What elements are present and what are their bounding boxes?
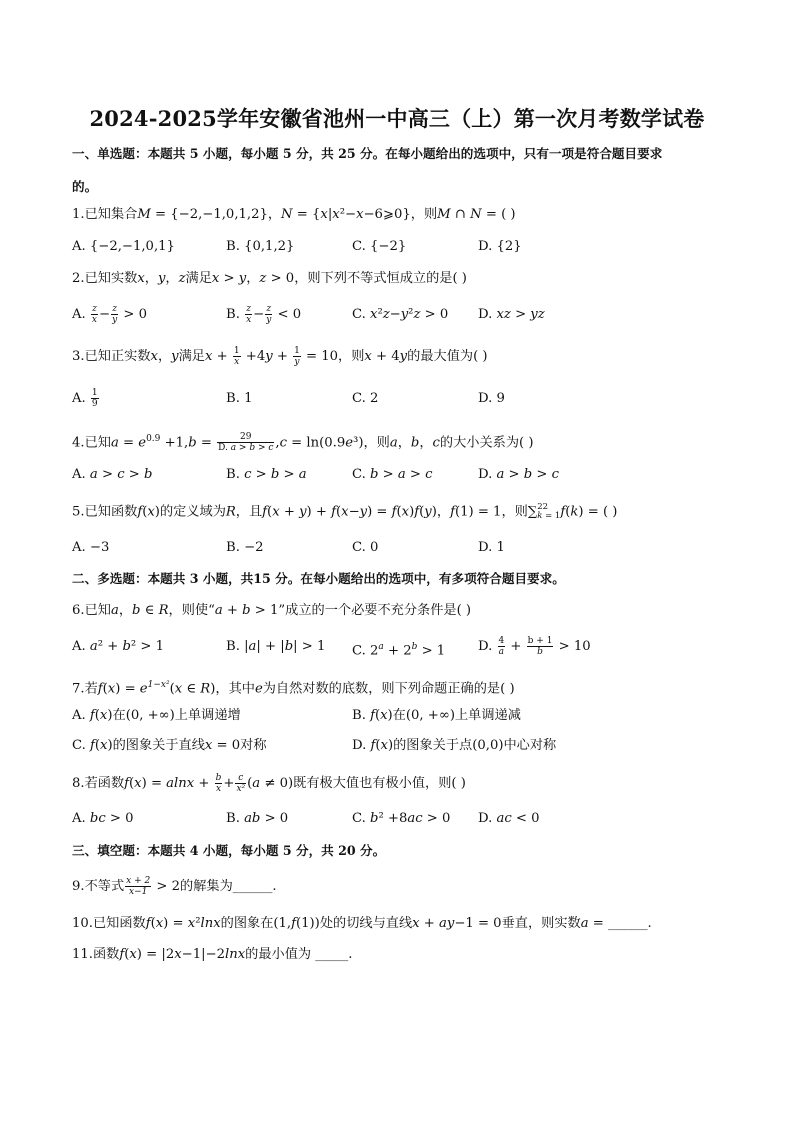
- q6d-frac-2-den: b: [537, 647, 543, 657]
- q8-option-a: A. 𝑏𝑐 > 0: [72, 811, 134, 826]
- q2-option-a: [72, 304, 147, 325]
- q2a-frac-1: [91, 304, 98, 325]
- q8-option-d: D. 𝑎𝑐 < 0: [478, 811, 540, 826]
- q6d-frac-1-den: a: [498, 647, 505, 657]
- question-5-stem: [72, 503, 617, 522]
- q4-exponent: 0.9: [146, 434, 161, 444]
- question-4-stem: [72, 430, 534, 453]
- q9-frac: [125, 876, 151, 897]
- q6d-pre: D.: [478, 639, 497, 654]
- q2a-frac-1-den: x: [91, 315, 97, 325]
- q6c-post: > 1: [417, 643, 446, 659]
- q7-exponent: 1−x²: [147, 680, 170, 690]
- q3-option-a: [72, 388, 100, 409]
- q6d-frac-1: [498, 636, 506, 657]
- q2b-frac-1-den: x: [246, 315, 252, 325]
- q4-option-c: C. 𝑏 > 𝑎 > 𝑐: [352, 467, 433, 482]
- section-2-header: 二、多选题：本题共 3 小题，共15 分。在每小题给出的选项中，有多项符合题目要求。: [72, 571, 565, 586]
- q3a-frac-num: 1: [91, 388, 98, 398]
- q1-option-d: D. {2}: [478, 239, 522, 254]
- q6d-frac-2: [527, 636, 554, 657]
- q5-option-b: B. −2: [226, 540, 264, 555]
- q5-stem-post: 𝑓(𝑘) = ( ): [560, 504, 618, 520]
- q6d-frac-1-num: 4: [498, 636, 505, 646]
- q9-post: > 2的解集为______.: [152, 879, 277, 894]
- q4-stem-pre: 4.已知𝑎 = 𝑒: [72, 435, 147, 451]
- q8-frac-1: [215, 773, 223, 794]
- q7-option-b: B. 𝑓(𝑥)在(0, +∞)上单调递减: [352, 708, 521, 723]
- q2b-frac-2: [265, 304, 272, 325]
- q6c-mid: + 2: [383, 643, 412, 659]
- q7-stem-post: (𝑥 ∈ 𝑅)，其中𝑒为自然对数的底数，则下列命题正确的是( ): [169, 681, 515, 697]
- question-10-stem: 10.已知函数𝑓(𝑥) = 𝑥²𝑙𝑛𝑥的图象在(1,𝑓(1))处的切线与直线𝑥 + 𝑎𝑦−1 = 0垂直，则实数𝑎 = ______.: [72, 916, 652, 931]
- q1-option-a: A. {−2,−1,0,1}: [72, 239, 175, 254]
- q2a-frac-2: [111, 304, 118, 325]
- q8-frac-2-den: x²: [236, 784, 246, 794]
- q2-option-c: C. 𝑥²𝑧−𝑦²𝑧 > 0: [352, 307, 449, 322]
- q7-stem-pre: 7.若𝑓(𝑥) = 𝑒: [72, 681, 148, 697]
- question-6-stem: 6.已知𝑎，𝑏 ∈ 𝑅，则使“𝑎 + 𝑏 > 1”成立的一个必要不充分条件是( ): [72, 603, 472, 618]
- q3-frac-1-num: 1: [233, 346, 240, 356]
- question-7-stem: [72, 676, 515, 698]
- q5-sum-lower: 𝑘 = 1: [537, 511, 561, 521]
- q2a-minus: −: [99, 307, 111, 322]
- question-2-stem: 2.已知实数𝑥，𝑦，𝑧满足𝑥 > 𝑦，𝑧 > 0，则下列不等式恒成立的是( ): [72, 271, 467, 286]
- q4-option-a: A. 𝑎 > 𝑐 > 𝑏: [72, 467, 153, 482]
- q6-option-b: B. |𝑎| + |𝑏| > 1: [226, 639, 326, 654]
- q3-frac-2-den: y: [294, 357, 300, 367]
- q4-frac: [217, 432, 274, 453]
- q3-stem-post: = 10，则𝑥 + 4𝑦的最大值为( ): [301, 349, 488, 364]
- q2b-frac-1-num: z: [246, 304, 251, 314]
- q3-stem-mid: +4𝑦 +: [241, 349, 293, 364]
- q8-stem-mid: +: [223, 776, 235, 791]
- q5-sum-upper: 22: [537, 502, 549, 512]
- section-3-header: 三、填空题：本题共 4 小题，每小题 5 分，共 20 分。: [72, 843, 386, 858]
- q2b-minus: −: [253, 307, 265, 322]
- q8-frac-2-num: c: [235, 773, 246, 784]
- q5-option-c: C. 0: [352, 540, 379, 555]
- q8-option-b: B. 𝑎𝑏 > 0: [226, 811, 289, 826]
- q8-frac-2: [235, 773, 246, 794]
- q2b-suffix: < 0: [273, 307, 302, 322]
- q4-option-d: D. 𝑎 > 𝑏 > 𝑐: [478, 467, 560, 482]
- q8-stem-post: (𝑎 ≠ 0)既有极大值也有极小值，则( ): [247, 776, 466, 791]
- q9-pre: 9.不等式: [72, 879, 125, 894]
- question-3-stem: [72, 346, 488, 367]
- q4-option-b: B. 𝑐 > 𝑏 > 𝑎: [226, 467, 307, 482]
- section-1-header-cont: 的。: [72, 179, 98, 194]
- q4-stem-mid: +1,𝑏 =: [160, 435, 217, 451]
- q2-option-d: D. 𝑥𝑧 > 𝑦𝑧: [478, 307, 545, 322]
- q7-option-c: C. 𝑓(𝑥)的图象关于直线𝑥 = 0对称: [72, 738, 267, 753]
- q2a-frac-1-num: z: [92, 304, 97, 314]
- q6d-post: > 10: [554, 639, 591, 654]
- q6c-pre: C. 2: [352, 643, 379, 659]
- q2a-suffix: > 0: [119, 307, 147, 322]
- q3-stem-pre: 3.已知正实数𝑥，𝑦满足𝑥 +: [72, 349, 232, 364]
- q8-frac-1-den: x: [215, 784, 222, 794]
- q6c-exp-1: a: [378, 642, 384, 652]
- q6d-frac-2-num: b + 1: [527, 636, 553, 646]
- q5-option-a: A. −3: [72, 540, 110, 555]
- q3a-prefix: A.: [72, 391, 90, 406]
- q5-option-d: D. 1: [478, 540, 505, 555]
- q8-stem-pre: 8.若函数𝑓(𝑥) = 𝑎𝑙𝑛𝑥 +: [72, 776, 214, 791]
- q3-option-d: D. 9: [478, 391, 505, 406]
- q1-option-c: C. {−2}: [352, 239, 407, 254]
- q4-frac-num: 29: [217, 432, 274, 443]
- q3-frac-1-den: x: [234, 357, 240, 367]
- q2-option-b: [226, 304, 301, 325]
- q2a-frac-2-den: y: [112, 315, 118, 325]
- q9-frac-num: x + 2: [126, 876, 151, 886]
- q2b-frac-2-num: z: [266, 304, 272, 314]
- question-11-stem: 11.函数𝑓(𝑥) = |2𝑥−1|−2𝑙𝑛𝑥的最小值为 _____.: [72, 947, 353, 962]
- q2b-frac-2-den: y: [266, 315, 272, 325]
- q3a-frac-den: 9: [91, 399, 98, 409]
- q5-sum-limits: [537, 503, 560, 521]
- q3-frac-2-num: 1: [294, 346, 300, 356]
- q7-option-a: A. 𝑓(𝑥)在(0, +∞)上单调递增: [72, 708, 241, 723]
- q6-option-d: [478, 636, 591, 657]
- q3a-frac: [91, 388, 99, 409]
- q3-option-b: B. 1: [226, 391, 253, 406]
- q1-option-b: B. {0,1,2}: [226, 239, 295, 254]
- q8-frac-1-num: b: [215, 773, 222, 783]
- question-1-stem: 1.已知集合𝑀 = {−2,−1,0,1,2}，𝑁 = {𝑥|𝑥²−𝑥−6⩾0}，则𝑀 ∩ 𝑁 = ( ): [72, 207, 516, 222]
- q6-option-a: A. 𝑎² + 𝑏² > 1: [72, 639, 165, 654]
- q2b-frac-1: [245, 304, 252, 325]
- q8-option-c: C. 𝑏² +8𝑎𝑐 > 0: [352, 811, 451, 826]
- section-1-header: 一、单选题：本题共 5 小题，每小题 5 分，共 25 分。在每小题给出的选项中，只有一项是符合题目要求: [72, 146, 663, 161]
- question-8-stem: [72, 773, 466, 794]
- q4-stem-post: ,𝑐 = ln(0.9𝑒³)，则𝑎，𝑏，𝑐的大小关系为( ): [275, 435, 534, 451]
- q6d-mid: +: [506, 639, 526, 654]
- q3-frac-1: [233, 346, 241, 367]
- q2a-prefix: A.: [72, 307, 90, 322]
- q5-stem: 5.已知函数𝑓(𝑥)的定义域为𝑅，且𝑓(𝑥 + 𝑦) + 𝑓(𝑥−𝑦) = 𝑓(𝑥)𝑓(𝑦)，𝑓(1) = 1，则∑: [72, 504, 538, 520]
- q2a-frac-2-num: z: [112, 304, 117, 314]
- q2b-prefix: B.: [226, 307, 245, 322]
- q6-option-c: [352, 638, 445, 660]
- q9-frac-den: x−1: [129, 887, 148, 897]
- page-title: 2024-2025学年安徽省池州一中高三（上）第一次月考数学试卷: [89, 106, 705, 131]
- question-9-stem: [72, 876, 277, 897]
- q4-frac-den: D. 𝑎 > 𝑏 > 𝑐: [218, 443, 274, 454]
- q7-option-d: D. 𝑓(𝑥)的图象关于点(0,0)中心对称: [352, 738, 557, 753]
- q3-option-c: C. 2: [352, 391, 379, 406]
- q6c-exp-2: b: [411, 642, 418, 652]
- q3-frac-2: [293, 346, 301, 367]
